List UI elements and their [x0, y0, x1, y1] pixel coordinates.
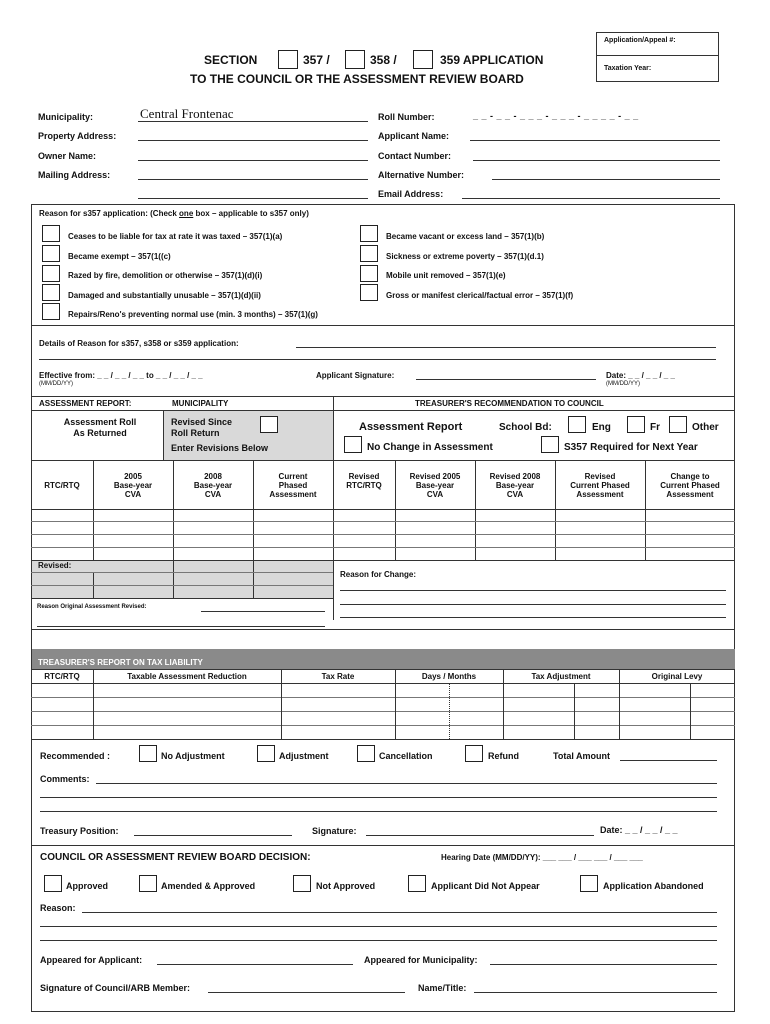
reason-damaged-label: Damaged and substantially unusable – 357(1)(d)(ii): [68, 291, 261, 300]
col-revised-rtc: Revised RTC/RTQ: [346, 472, 382, 490]
member-signature-field[interactable]: [208, 992, 405, 993]
reason-damaged-checkbox[interactable]: [42, 284, 60, 301]
col-revised-2008: Revised 2008 Base-year CVA: [489, 472, 541, 499]
reason-razed-label: Razed by fire, demolition or otherwise – 357(1)(d)(i): [68, 271, 263, 280]
treasury-signature-label: Signature:: [312, 826, 357, 836]
tax-header-top: [31, 669, 735, 670]
tax-col-adjustment: Tax Adjustment: [531, 672, 591, 681]
appeared-applicant-field[interactable]: [157, 964, 353, 965]
contact-number-label: Contact Number:: [378, 151, 452, 161]
tax-v1: [93, 669, 94, 739]
columns-top-line: [31, 460, 735, 461]
effective-from-label[interactable]: Effective from: _ _ / _ _ / _ _ to _ _ / _ _ / _ _: [39, 371, 203, 380]
form-subtitle: TO THE COUNCIL OR THE ASSESSMENT REVIEW BOARD: [190, 72, 524, 86]
municipality-value[interactable]: Central Frontenac: [140, 106, 234, 121]
applicant-signature-field[interactable]: [416, 379, 596, 380]
tax-h4: [31, 725, 735, 726]
grid-h1: [31, 509, 735, 510]
assessment-report-label: ASSESSMENT REPORT:: [39, 399, 132, 408]
tax-v4: [503, 669, 504, 739]
appeal-number-label: Application/Appeal #:: [604, 37, 676, 44]
mailing-address-field[interactable]: [138, 179, 368, 180]
tax-v5: [619, 669, 620, 739]
section-359-label: 359 APPLICATION: [440, 53, 544, 67]
school-eng-label: Eng: [592, 422, 611, 433]
name-title-field[interactable]: [474, 992, 717, 993]
applicant-signature-label: Applicant Signature:: [316, 371, 395, 380]
decision-reason-field-2[interactable]: [40, 926, 717, 927]
tax-h1: [31, 683, 735, 684]
tax-h5: [31, 739, 735, 740]
reason-exempt-checkbox[interactable]: [42, 245, 60, 262]
reason-vacant-label: Became vacant or excess land – 357(1)(b): [386, 232, 545, 241]
appeared-municipality-field[interactable]: [490, 964, 717, 965]
section-label: SECTION: [204, 53, 258, 67]
member-signature-label: Signature of Council/ARB Member:: [40, 983, 191, 993]
tax-col-levy: Original Levy: [651, 672, 703, 681]
grid-h4: [31, 547, 735, 548]
details-field[interactable]: [296, 347, 716, 348]
section-358-checkbox[interactable]: [345, 50, 365, 69]
total-amount-field[interactable]: [620, 760, 717, 761]
name-title-label: Name/Title:: [418, 983, 467, 993]
adjustment-label: Adjustment: [279, 751, 329, 761]
reason-for-change-field-2[interactable]: [340, 604, 726, 605]
reason-ceases-checkbox[interactable]: [42, 225, 60, 242]
roll-as-returned-label: Assessment Roll As Returned: [63, 417, 137, 438]
revised-since-checkbox[interactable]: [260, 416, 278, 433]
revised-label: Revised:: [38, 561, 72, 570]
tax-col-rtc: RTC/RTQ: [44, 672, 80, 681]
application-abandoned-checkbox[interactable]: [580, 875, 598, 892]
reason-original-field-2[interactable]: [37, 626, 325, 627]
col-current-phased: Current Phased Assessment: [269, 472, 317, 499]
decision-divider: [31, 845, 735, 846]
grid-v4: [395, 460, 396, 560]
property-address-field[interactable]: [138, 140, 368, 141]
reason-ceases-label: Ceases to be liable for tax at rate it was taxed – 357(1)(a): [68, 232, 283, 241]
reason-exempt-label: Became exempt – 357(1((c): [68, 252, 171, 261]
grid-v1: [93, 460, 94, 560]
reason-repairs-checkbox[interactable]: [42, 303, 60, 320]
hearing-date-field[interactable]: Hearing Date (MM/DD/YY): ___ ___ / ___ ___ / ___ ___: [441, 853, 643, 862]
col-2008-cva: 2008 Base-year CVA: [193, 472, 233, 499]
tax-h3: [31, 711, 735, 712]
applicant-name-field[interactable]: [470, 140, 720, 141]
col-2005-cva: 2005 Base-year CVA: [113, 472, 153, 499]
appeared-applicant-label: Appeared for Applicant:: [40, 955, 143, 965]
comments-label: Comments:: [40, 774, 90, 784]
mailing-address-field-2[interactable]: [138, 198, 368, 199]
decision-reason-field-3[interactable]: [40, 940, 717, 941]
section-359-checkbox[interactable]: [413, 50, 433, 69]
amended-approved-label: Amended & Approved: [161, 881, 256, 891]
assessment-bottom-line: [31, 629, 735, 630]
email-address-label: Email Address:: [378, 189, 444, 199]
grid-v6: [555, 460, 556, 560]
school-eng-checkbox[interactable]: [568, 416, 586, 433]
grid-v5: [475, 460, 476, 560]
reason-razed-checkbox[interactable]: [42, 265, 60, 282]
treasury-position-field[interactable]: [134, 835, 292, 836]
grid-v3b: [253, 560, 254, 598]
reason-heading: Reason for s357 application: (Check one box – applicable to s357 only): [39, 209, 309, 218]
reason-sickness-checkbox[interactable]: [360, 245, 378, 262]
decision-reason-field[interactable]: [82, 912, 717, 913]
treasurer-recommendation-header: TREASURER'S RECOMMENDATION TO COUNCIL: [415, 399, 604, 408]
owner-name-label: Owner Name:: [38, 151, 97, 161]
tax-h2: [31, 697, 735, 698]
cancellation-label: Cancellation: [379, 751, 433, 761]
tax-v4b: [574, 683, 575, 739]
s357-required-label: S357 Required for Next Year: [564, 442, 698, 453]
tax-title: TREASURER'S REPORT ON TAX LIABILITY: [38, 658, 203, 667]
col-rtc-rtq: RTC/RTQ: [44, 481, 80, 490]
roll-number-field[interactable]: _ _ - _ _ - _ _ _ - _ _ _ - _ _ _ _ - _ _: [473, 111, 639, 121]
applicant-date-field[interactable]: Date: _ _ / _ _ / _ _: [606, 371, 675, 380]
applicant-name-label: Applicant Name:: [378, 131, 450, 141]
school-fr-label: Fr: [650, 422, 660, 433]
tax-v3b: [449, 683, 450, 739]
tax-v3: [395, 669, 396, 739]
assessment-header-line: [31, 410, 735, 411]
comments-field-2[interactable]: [40, 797, 717, 798]
amended-approved-checkbox[interactable]: [139, 875, 157, 892]
reason-mobile-label: Mobile unit removed – 357(1)(e): [386, 271, 506, 280]
treasury-position-label: Treasury Position:: [40, 826, 119, 836]
no-adjustment-checkbox[interactable]: [139, 745, 157, 762]
application-abandoned-label: Application Abandoned: [603, 881, 704, 891]
effective-date-format: (MM/DD/YY): [39, 381, 73, 387]
treasury-date-field[interactable]: Date: _ _ / _ _ / _ _: [600, 825, 678, 835]
decision-reason-label: Reason:: [40, 903, 76, 913]
section-358-label: 358 /: [370, 53, 397, 67]
section-357-checkbox[interactable]: [278, 50, 298, 69]
refund-checkbox[interactable]: [465, 745, 483, 762]
details-divider: [31, 396, 735, 397]
tax-v5b: [690, 683, 691, 739]
taxation-year-label: Taxation Year:: [604, 65, 652, 72]
details-field-2[interactable]: [39, 359, 716, 360]
col-revised-2005: Revised 2005 Base-year CVA: [409, 472, 461, 499]
total-amount-label: Total Amount: [553, 751, 610, 761]
adjustment-checkbox[interactable]: [257, 745, 275, 762]
grid-v7: [645, 460, 646, 560]
not-approved-checkbox[interactable]: [293, 875, 311, 892]
reason-vacant-checkbox[interactable]: [360, 225, 378, 242]
appeal-divider: [596, 55, 719, 56]
appeared-municipality-label: Appeared for Municipality:: [364, 955, 478, 965]
municipality-header: MUNICIPALITY: [172, 399, 229, 408]
applicant-date-format: (MM/DD/YY): [606, 381, 640, 387]
tax-col-rate: Tax Rate: [321, 672, 355, 681]
reason-mobile-checkbox[interactable]: [360, 265, 378, 282]
school-other-label: Other: [692, 422, 719, 433]
email-address-field[interactable]: [462, 198, 720, 199]
grid-v2b: [173, 560, 174, 598]
cancellation-checkbox[interactable]: [357, 745, 375, 762]
contact-number-field[interactable]: [473, 160, 720, 161]
comments-field-3[interactable]: [40, 811, 717, 812]
tax-col-days: Days / Months: [421, 672, 477, 681]
approved-label: Approved: [66, 881, 109, 891]
refund-label: Refund: [488, 751, 519, 761]
col-change-current: Change to Current Phased Assessment: [660, 472, 720, 499]
reason-for-change-label: Reason for Change:: [340, 570, 417, 579]
school-fr-checkbox[interactable]: [627, 416, 645, 433]
reason-error-checkbox[interactable]: [360, 284, 378, 301]
no-adjustment-label: No Adjustment: [161, 751, 225, 761]
school-other-checkbox[interactable]: [669, 416, 687, 433]
did-not-appear-label: Applicant Did Not Appear: [431, 881, 540, 891]
no-change-checkbox[interactable]: [344, 436, 362, 453]
comments-field[interactable]: [96, 783, 717, 784]
roll-number-label: Roll Number:: [378, 112, 435, 122]
assessment-left-divider: [163, 410, 164, 460]
assessment-report-option: Assessment Report: [359, 421, 463, 433]
reason-sickness-label: Sickness or extreme poverty – 357(1)(d.1): [386, 252, 544, 261]
approved-checkbox[interactable]: [44, 875, 62, 892]
enter-revisions-label: Enter Revisions Below: [171, 443, 269, 453]
mailing-address-label: Mailing Address:: [38, 170, 111, 180]
reason-for-change-field[interactable]: [340, 590, 726, 591]
not-approved-label: Not Approved: [316, 881, 376, 891]
grid-h3: [31, 534, 735, 535]
tax-v2: [281, 669, 282, 739]
revised-rows-shade: [32, 561, 333, 598]
section-357-label: 357 /: [303, 53, 330, 67]
no-change-label: No Change in Assessment: [367, 442, 493, 453]
details-label: Details of Reason for s357, s358 or s359 application:: [39, 339, 239, 348]
s357-required-checkbox[interactable]: [541, 436, 559, 453]
municipality-line: [138, 121, 368, 122]
recommended-label: Recommended :: [40, 751, 111, 761]
reason-divider: [31, 325, 735, 326]
property-address-label: Property Address:: [38, 131, 117, 141]
alternative-number-field[interactable]: [492, 179, 720, 180]
reason-repairs-label: Repairs/Reno's preventing normal use (min. 3 months) – 357(1)(g): [68, 310, 318, 319]
grid-h8: [31, 598, 333, 599]
assessment-center-divider: [333, 396, 334, 620]
decision-title: COUNCIL OR ASSESSMENT REVIEW BOARD DECISION:: [40, 852, 311, 863]
revised-since-label: Revised Since Roll Return: [171, 417, 233, 438]
reason-original-label: Reason Original Assessment Revised:: [37, 604, 147, 610]
school-board-label: School Bd:: [499, 422, 552, 433]
grid-h6: [31, 572, 333, 573]
grid-h2: [31, 521, 735, 522]
treasury-signature-field[interactable]: [366, 835, 594, 836]
tax-col-reduction: Taxable Assessment Reduction: [127, 672, 247, 681]
grid-h7: [31, 585, 333, 586]
reason-error-label: Gross or manifest clerical/factual error – 357(1)(f): [386, 291, 574, 300]
municipality-label: Municipality:: [38, 112, 94, 122]
reason-original-field[interactable]: [201, 611, 325, 612]
did-not-appear-checkbox[interactable]: [408, 875, 426, 892]
owner-name-field[interactable]: [138, 160, 368, 161]
reason-for-change-field-3[interactable]: [340, 617, 726, 618]
alternative-number-label: Alternative Number:: [378, 170, 465, 180]
col-revised-current: Revised Current Phased Assessment: [570, 472, 630, 499]
